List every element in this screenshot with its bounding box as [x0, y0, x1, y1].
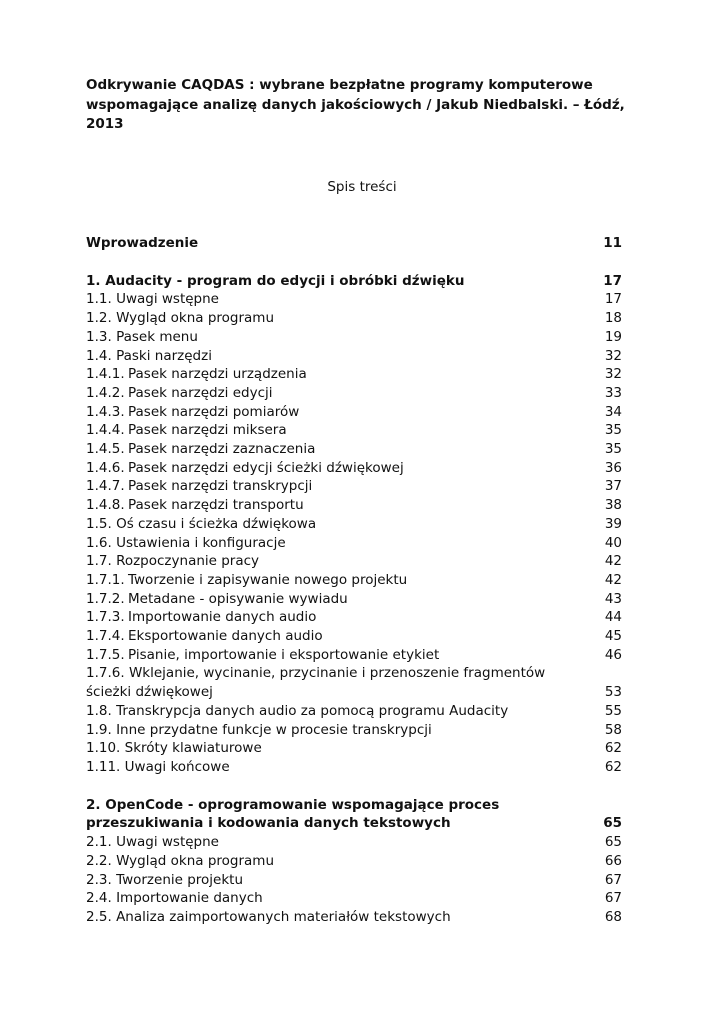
toc-entry-page: 32: [604, 366, 622, 383]
toc-entry-page: 65: [603, 815, 622, 832]
toc-entry-page: 39: [604, 515, 622, 532]
toc-entry-page: 32: [604, 347, 622, 364]
toc-entry-number: 1.10.: [86, 740, 121, 757]
toc-entry-page: 44: [604, 609, 622, 626]
toc-entry[interactable]: [86, 608, 622, 627]
toc-entry[interactable]: [86, 758, 622, 777]
toc-entry-page: 40: [604, 534, 622, 551]
toc-entry-number: 1.8.: [86, 702, 112, 719]
toc-entry-label: Uwagi wstępne: [116, 834, 219, 851]
toc-entry-number: 1.4.4.: [86, 422, 125, 439]
toc-entry[interactable]: [86, 403, 622, 422]
toc-entry[interactable]: [86, 290, 622, 309]
toc-entry-label: Wprowadzenie: [86, 235, 199, 251]
toc-entry-label: Paski narzędzi: [116, 347, 212, 364]
toc-entry-number: 1.2.: [86, 310, 112, 327]
toc-entry-page: 42: [604, 571, 622, 588]
toc-entry-label: Uwagi wstępne: [116, 291, 219, 308]
toc-entry[interactable]: [86, 871, 622, 890]
toc-entry-page: 67: [604, 871, 622, 888]
toc-entry-number: 1.4.: [86, 347, 112, 364]
toc-entry-page: 68: [604, 908, 622, 925]
title-line: wspomagające analizę danych jakościowych / Jakub Niedbalski. – Łódź,: [86, 96, 625, 113]
toc-entry-number: 1.7.2.: [86, 590, 125, 607]
toc-entry-page: 35: [604, 441, 622, 458]
toc-entry-page: 33: [604, 384, 622, 401]
toc-entry[interactable]: [86, 833, 622, 852]
toc-entry[interactable]: [86, 309, 622, 328]
toc-entry-label: Wygląd okna programu: [116, 310, 274, 327]
toc-entry[interactable]: [86, 627, 622, 646]
toc-entry-label: 1. Audacity - program do edycji i obróbki dźwięku: [86, 272, 465, 289]
toc-entry[interactable]: [86, 908, 622, 927]
toc-entry-number: 1.1.: [86, 291, 112, 308]
toc-entry-page: 17: [604, 291, 622, 308]
toc-entry[interactable]: [86, 477, 622, 496]
toc-entry-number: 1.7.1.: [86, 571, 125, 588]
toc-entry[interactable]: [86, 646, 622, 665]
toc-entry-page: 62: [604, 758, 622, 775]
toc-entry-page: 66: [604, 852, 622, 869]
toc-entry-number: 1.4.7.: [86, 478, 125, 495]
title-line: Odkrywanie CAQDAS : wybrane bezpłatne programy komputerowe: [86, 77, 593, 93]
toc-chapter-1-items: [86, 290, 622, 664]
toc-entry-number: 2.3.: [86, 871, 112, 888]
toc-entry-label-continued: przeszukiwania i kodowania danych tekstowych: [86, 815, 451, 832]
toc-entry-page: 67: [604, 890, 622, 907]
toc-entry[interactable]: [86, 421, 622, 440]
toc-chapter-2-items: [86, 833, 622, 927]
toc-entry-number: 1.11.: [86, 758, 121, 775]
toc-entry-page: 37: [604, 478, 622, 495]
toc-entry-page: 42: [604, 553, 622, 570]
toc-entry-number: 1.7.: [86, 553, 112, 570]
toc-entry[interactable]: [86, 347, 622, 366]
toc-entry[interactable]: [86, 440, 622, 459]
toc-entry-label: Pasek narzędzi edycji ścieżki dźwiękowej: [128, 459, 404, 476]
toc-entry-label: Inne przydatne funkcje w procesie transkrypcji: [116, 721, 432, 738]
toc-entry-page: 11: [603, 235, 622, 251]
toc-entry[interactable]: [86, 384, 622, 403]
toc-entry-number: 1.5.: [86, 515, 112, 532]
toc-entry-number: 1.4.1.: [86, 366, 125, 383]
toc-entry-page: 62: [604, 740, 622, 757]
toc-entry-number: 1.6.: [86, 534, 112, 551]
toc-entry[interactable]: [86, 721, 622, 740]
toc-entry-number: 1.4.3.: [86, 403, 125, 420]
toc-chapter-2-heading[interactable]: [86, 796, 622, 833]
toc-entry-number: 1.4.6.: [86, 459, 125, 476]
toc-entry-label: Pasek narzędzi transportu: [128, 497, 304, 514]
toc-entry-label: Rozpoczynanie pracy: [116, 553, 260, 570]
toc-entry-label: Pasek narzędzi urządzenia: [128, 366, 307, 383]
document-title: [86, 76, 646, 135]
toc-entry-number: 1.4.5.: [86, 441, 125, 458]
toc-entry[interactable]: [86, 739, 622, 758]
toc-entry-wrapped[interactable]: [86, 664, 622, 701]
toc-entry-page: 36: [604, 459, 622, 476]
toc-entry[interactable]: [86, 459, 622, 478]
toc-entry-label: Ustawienia i konfiguracje: [116, 534, 286, 551]
toc-entry-label: Uwagi końcowe: [124, 758, 230, 775]
toc-entry-page: 65: [604, 834, 622, 851]
toc-chapter-1-items-after: [86, 702, 622, 777]
toc-entry-number: 1.4.8.: [86, 497, 125, 514]
toc-entry-number: 1.7.6.: [86, 665, 125, 682]
toc-entry-label: Importowanie danych audio: [128, 609, 317, 626]
toc-entry-label: Oś czasu i ścieżka dźwiękowa: [116, 515, 317, 532]
toc-entry-label: Wklejanie, wycinanie, przycinanie i przenoszenie fragmentów: [128, 665, 546, 682]
toc-entry-label: Skróty klawiaturowe: [124, 740, 262, 757]
toc-entry-label: Tworzenie projektu: [116, 871, 244, 888]
toc-entry-number: 1.7.3.: [86, 609, 125, 626]
toc-entry-page: 17: [603, 272, 622, 289]
toc-entry-label: Importowanie danych: [116, 890, 263, 907]
toc-entry-label: Transkrypcja danych audio za pomocą programu Audacity: [116, 702, 509, 719]
toc-entry-label: Analiza zaimportowanych materiałów tekstowych: [116, 908, 451, 925]
toc-entry[interactable]: [86, 496, 622, 515]
toc-entry-page: 35: [604, 422, 622, 439]
toc-entry[interactable]: [86, 328, 622, 347]
toc-entry[interactable]: [86, 534, 622, 553]
toc-entry-label: Eksportowanie danych audio: [128, 628, 323, 645]
toc-entry-page: 55: [604, 702, 622, 719]
title-line: 2013: [86, 116, 124, 132]
toc-entry[interactable]: [86, 571, 622, 590]
toc-entry-label-continued: ścieżki dźwiękowej: [86, 684, 213, 701]
toc-entry-number: 2.2.: [86, 852, 112, 869]
toc-entry-intro[interactable]: [86, 234, 622, 253]
toc-entry-page: 43: [604, 590, 622, 607]
toc-entry-label: Pasek narzędzi zaznaczenia: [128, 441, 316, 458]
toc-entry-label: Tworzenie i zapisywanie nowego projektu: [128, 571, 408, 588]
toc-entry-number: 2.4.: [86, 890, 112, 907]
toc-entry-label: Pasek narzędzi pomiarów: [128, 403, 300, 420]
toc-chapter-1-heading[interactable]: [86, 272, 622, 291]
toc-entry-page: 38: [604, 497, 622, 514]
toc-entry[interactable]: [86, 852, 622, 871]
toc-entry[interactable]: [86, 889, 622, 908]
table-of-contents: [86, 234, 622, 927]
toc-entry[interactable]: [86, 515, 622, 534]
toc-entry-label: Pasek narzędzi edycji: [128, 384, 273, 401]
toc-entry-page: 18: [604, 310, 622, 327]
toc-entry-label: Metadane - opisywanie wywiadu: [128, 590, 348, 607]
toc-entry-page: 19: [604, 328, 622, 345]
toc-entry-page: 34: [604, 403, 622, 420]
toc-entry[interactable]: [86, 552, 622, 571]
toc-entry-number: 1.7.4.: [86, 628, 125, 645]
toc-entry-page: 46: [604, 646, 622, 663]
toc-entry-number: 1.9.: [86, 721, 112, 738]
toc-entry-label: Pasek narzędzi transkrypcji: [128, 478, 313, 495]
toc-entry-page: 58: [604, 721, 622, 738]
toc-entry-label: Wygląd okna programu: [116, 852, 274, 869]
toc-entry-page: 45: [604, 628, 622, 645]
toc-entry-page: 53: [604, 684, 622, 701]
toc-entry-number: 1.4.2.: [86, 384, 125, 401]
toc-entry-label: Pisanie, importowanie i eksportowanie etykiet: [128, 646, 440, 663]
toc-entry[interactable]: [86, 702, 622, 721]
toc-entry-number: 2.1.: [86, 834, 112, 851]
toc-entry[interactable]: [86, 365, 622, 384]
toc-entry[interactable]: [86, 590, 622, 609]
toc-entry-label: Pasek narzędzi miksera: [128, 422, 287, 439]
toc-entry-number: 1.7.5.: [86, 646, 125, 663]
toc-entry-label: Pasek menu: [116, 328, 198, 345]
toc-entry-label: 2. OpenCode - oprogramowanie wspomagające proces: [86, 796, 500, 813]
toc-heading: Spis treści: [327, 179, 397, 195]
toc-entry-number: 2.5.: [86, 908, 112, 925]
toc-entry-number: 1.3.: [86, 328, 112, 345]
